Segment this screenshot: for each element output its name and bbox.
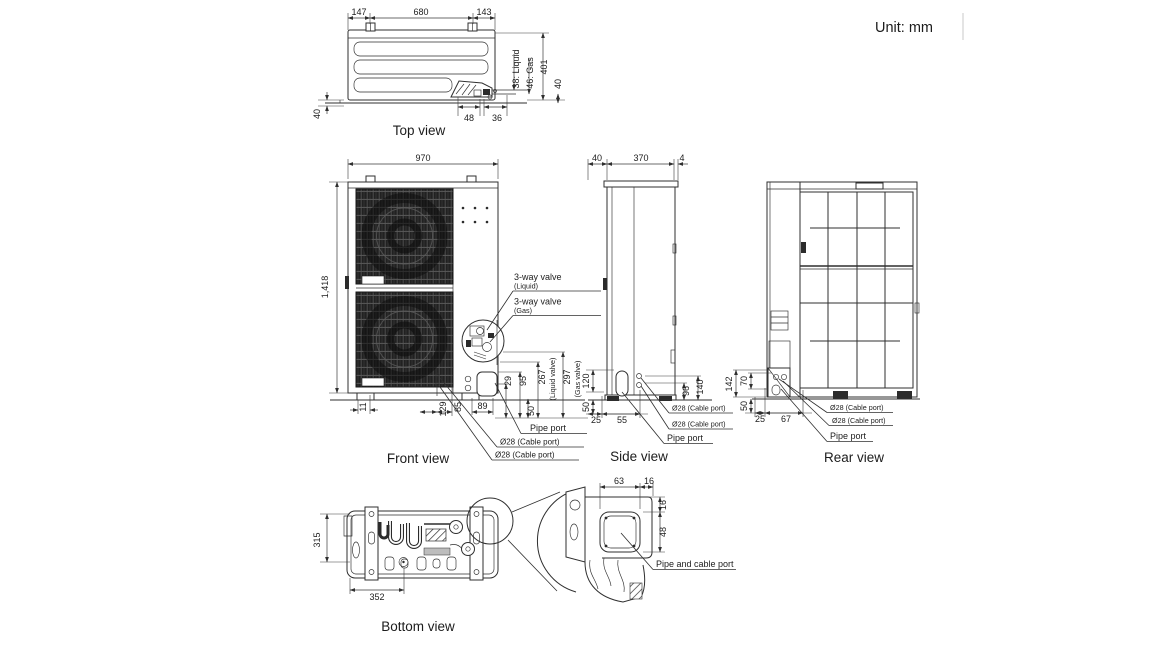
- side-dim-55: 55: [616, 415, 628, 425]
- side-view-body: [588, 181, 712, 401]
- dim-11: 11: [358, 402, 368, 412]
- pipe-cable-port-label: Pipe and cable port: [656, 559, 734, 569]
- side-dim-96: 96: [681, 385, 691, 397]
- bottom-view-title: Bottom view: [381, 619, 455, 634]
- rear-view-title: Rear view: [823, 450, 885, 465]
- rear-cable-port-label-1: Ø28 (Cable port): [830, 403, 884, 412]
- rear-view: [724, 182, 920, 465]
- side-dim-4: 4: [679, 153, 685, 163]
- rear-view-body: [752, 182, 920, 399]
- front-pipe-port-label: Pipe port: [529, 423, 567, 433]
- dim-147: 147: [351, 7, 367, 17]
- detail-dim-63: 63: [613, 476, 625, 486]
- label-gas-valve: (Gas valve): [573, 360, 582, 398]
- side-pipe-port-label: Pipe port: [667, 433, 704, 443]
- dim-352: 352: [369, 592, 385, 602]
- dim-1418: 1,418: [320, 275, 330, 299]
- front-view: [320, 153, 601, 466]
- dim-29: 29: [503, 375, 513, 387]
- side-view: [581, 153, 733, 464]
- dim-267: 267: [537, 369, 547, 385]
- rear-dim-70: 70: [739, 375, 749, 387]
- label-46-gas: 46: Gas: [525, 57, 535, 89]
- dim-36: 36: [491, 113, 503, 123]
- side-dim-120: 120: [581, 373, 591, 389]
- top-view-title: Top view: [392, 123, 446, 138]
- dim-129: 129: [438, 401, 448, 417]
- side-view-title: Side view: [610, 449, 668, 464]
- rear-pipe-port-label: Pipe port: [830, 431, 867, 441]
- front-view-valve-labels: [487, 272, 601, 342]
- side-dim-370: 370: [633, 153, 649, 163]
- dim-680: 680: [413, 7, 429, 17]
- dim-297: 297: [562, 369, 572, 385]
- rear-cable-port-label-2: Ø28 (Cable port): [832, 416, 886, 425]
- label-38-liquid: 38: Liquid: [511, 49, 521, 89]
- dim-143: 143: [476, 7, 492, 17]
- dim-50: 50: [526, 405, 536, 417]
- front-view-title: Front view: [386, 451, 450, 466]
- rear-dim-25: 25: [754, 414, 766, 424]
- front-cable-port-label-1: Ø28 (Cable port): [500, 437, 560, 447]
- unit-note: Unit: mm: [875, 20, 933, 36]
- dim-48: 48: [463, 113, 475, 123]
- detail-dim-16-top: 16: [643, 476, 655, 486]
- rear-dim-50: 50: [739, 400, 749, 412]
- dim-970: 970: [415, 153, 431, 163]
- valve-gas-label: 3-way valve: [514, 296, 562, 307]
- rear-dim-67: 67: [780, 414, 792, 424]
- side-dim-40: 40: [591, 153, 603, 163]
- label-liquid-valve: (Liquid valve): [548, 357, 557, 401]
- dim-401: 401: [539, 59, 549, 75]
- dim-40-left: 40: [312, 108, 322, 120]
- detail-view: [537, 476, 736, 602]
- detail-view-drawing: [537, 487, 652, 602]
- side-cable-port-label-1: Ø28 (Cable port): [672, 403, 726, 413]
- bottom-view: [312, 492, 560, 634]
- side-dim-50: 50: [581, 401, 591, 413]
- valve-liquid-label: 3-way valve: [514, 272, 562, 282]
- valve-gas-sublabel: (Gas): [514, 306, 532, 315]
- dim-89: 89: [477, 401, 488, 411]
- detail-dim-48: 48: [658, 526, 668, 538]
- side-cable-port-label-2: Ø28 (Cable port): [672, 419, 726, 429]
- detail-dim-16-right: 16: [658, 499, 668, 511]
- dim-95: 95: [518, 375, 528, 387]
- rear-dim-142: 142: [724, 376, 734, 392]
- top-view: [312, 7, 565, 138]
- dim-315: 315: [312, 532, 322, 548]
- dim-40-right: 40: [553, 78, 563, 90]
- front-cable-port-label-2: Ø28 (Cable port): [495, 450, 555, 460]
- rear-view-ports: [768, 368, 790, 397]
- dim-85: 85: [453, 401, 463, 413]
- side-dim-140: 140: [695, 379, 705, 395]
- valve-liquid-sublabel: (Liquid): [514, 281, 538, 291]
- side-dim-25: 25: [590, 415, 602, 425]
